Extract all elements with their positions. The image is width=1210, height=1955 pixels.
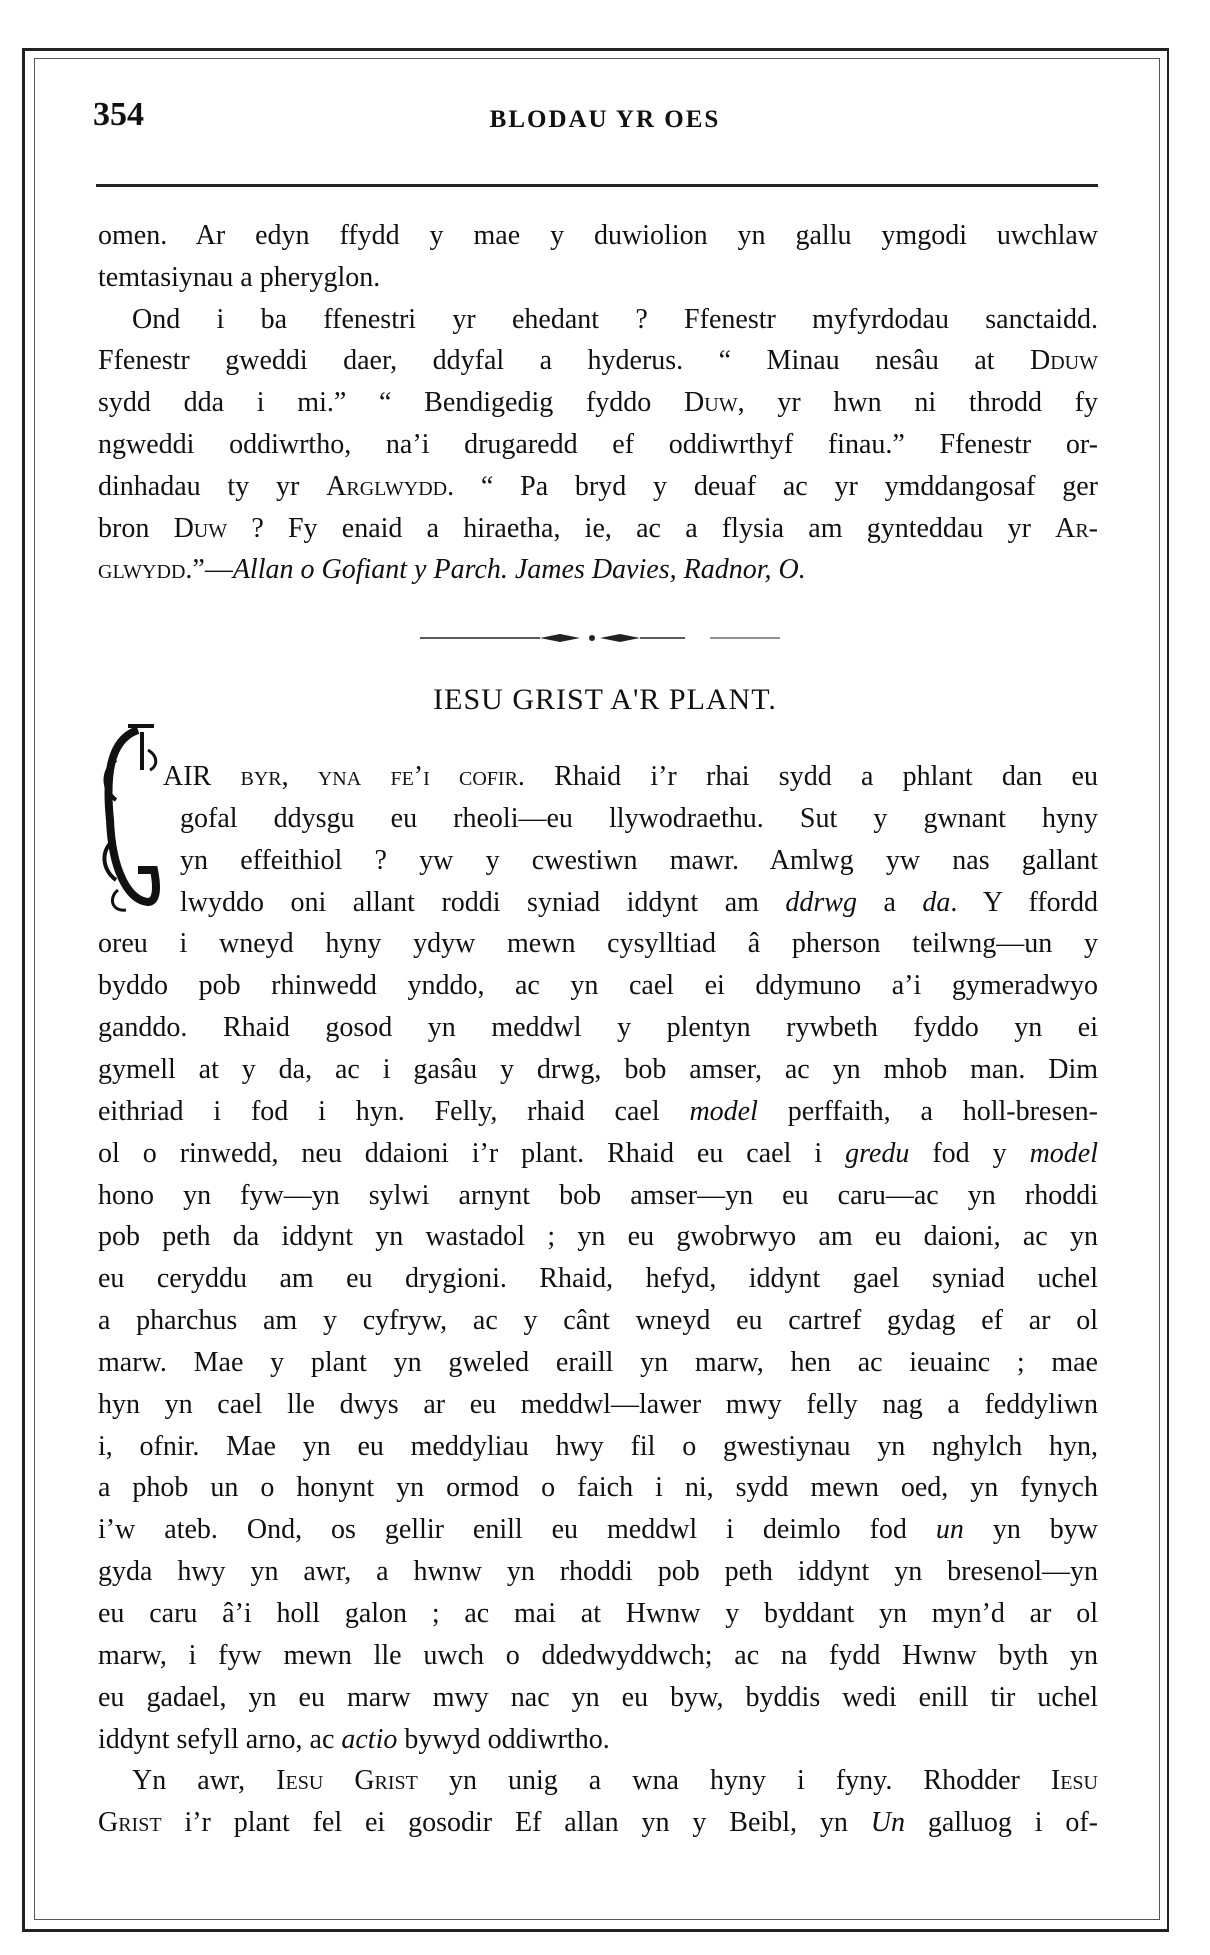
text-segment: perffaith, a holl-bresen- bbox=[757, 1095, 1099, 1127]
header-rule bbox=[96, 184, 1098, 187]
text-line bbox=[180, 883, 1098, 923]
text-line bbox=[98, 966, 1098, 1006]
text-segment: ganddo. Rhaid gosod yn meddwl y plentyn rywbeth fyddo yn ei bbox=[98, 1012, 1098, 1044]
text-segment: gofal ddysgu eu rheoli—eu llywodraethu. Sut y gwnant hyny bbox=[180, 802, 1098, 834]
text-segment: i’w ateb. Ond, os gellir enill eu meddwl i deimlo fod bbox=[98, 1514, 936, 1546]
text-line bbox=[180, 799, 1098, 839]
italic-text: Un bbox=[870, 1807, 905, 1839]
text-segment: sydd dda i mi.” “ Bendigedig fyddo bbox=[98, 387, 685, 419]
small-caps-text: Duw bbox=[684, 387, 738, 419]
text-line bbox=[180, 841, 1098, 881]
text-segment: yn unig a wna hyny i fyny. Rhodder bbox=[417, 1765, 1051, 1797]
text-segment: a pharchus am y cyfryw, ac y cânt wneyd eu cartref gydag ef ar ol bbox=[98, 1305, 1098, 1337]
italic-text: actio bbox=[341, 1723, 398, 1755]
italic-text: ddrwg bbox=[785, 886, 857, 918]
page-number: 354 bbox=[93, 96, 144, 133]
section-divider-ornament bbox=[420, 628, 780, 648]
text-line bbox=[98, 258, 1098, 298]
text-line bbox=[98, 1134, 1098, 1174]
text-segment: eu gadael, yn eu marw mwy nac yn eu byw, byddis wedi enill tir uchel bbox=[98, 1681, 1098, 1713]
italic-text: da bbox=[922, 886, 951, 918]
text-segment: .”— bbox=[185, 554, 233, 586]
text-segment: gyda hwy yn awr, a hwnw yn rhoddi pob peth iddynt yn bresenol—yn bbox=[98, 1556, 1098, 1588]
text-segment: yn effeithiol ? yw y cwestiwn mawr. Amlwg yw nas gallant bbox=[180, 844, 1098, 876]
text-segment: ol o rinwedd, neu ddaioni i’r plant. Rhaid eu cael i bbox=[98, 1137, 846, 1169]
text-segment: Yn awr, bbox=[132, 1765, 277, 1797]
text-line bbox=[98, 1008, 1098, 1048]
small-caps-text: Iesu bbox=[1050, 1765, 1098, 1797]
text-segment: ngweddi oddiwrtho, na’i drugaredd ef oddiwrthyf finau.” Ffenestr or- bbox=[98, 429, 1098, 460]
text-segment: lwyddo oni allant roddi syniad iddynt am bbox=[180, 886, 786, 918]
text-line bbox=[98, 467, 1098, 507]
italic-text: Allan o Gofiant y Parch. James Davies, Radnor, O. bbox=[232, 554, 806, 586]
text-segment: Ond i ba ffenestri yr ehedant ? Ffenestr myfyrdodau sanctaidd. bbox=[132, 303, 1098, 335]
text-line bbox=[98, 1636, 1098, 1676]
italic-text: model bbox=[1029, 1137, 1098, 1169]
text-segment: eithriad i fod i hyn. Felly, rhaid cael bbox=[98, 1095, 690, 1127]
text-segment: AIR bbox=[163, 761, 241, 792]
italic-text: un bbox=[935, 1514, 964, 1546]
text-line bbox=[98, 1510, 1098, 1550]
text-segment: marw. Mae y plant yn gweled eraill yn marw, hen ac ieuainc ; mae bbox=[98, 1346, 1098, 1378]
text-segment: gymell at y da, ac i gasâu y drwg, bob amser, ac yn mhob man. Dim bbox=[98, 1053, 1098, 1085]
text-line bbox=[98, 1427, 1098, 1467]
text-segment: eu ceryddu am eu drygioni. Rhaid, hefyd, iddynt gael syniad uchel bbox=[98, 1263, 1098, 1295]
text-segment: i, ofnir. Mae yn eu meddyliau hwy fil o gwestiynau yn nghylch hyn, bbox=[98, 1430, 1098, 1462]
text-segment: omen. Ar edyn ffydd y mae y duwiolion yn gallu ymgodi uwchlaw bbox=[98, 220, 1098, 251]
text-segment: Ffenestr gweddi daer, ddyfal a hyderus. “ Minau nesâu at bbox=[98, 345, 1031, 377]
text-segment: bywyd oddiwrtho. bbox=[397, 1723, 610, 1755]
text-line bbox=[98, 1343, 1098, 1383]
text-segment: ? Fy enaid a hiraetha, ie, ac a flysia am gynteddau yr bbox=[227, 512, 1056, 544]
text-segment: . Y ffordd bbox=[950, 886, 1099, 918]
italic-text: gredu bbox=[845, 1137, 910, 1169]
text-line bbox=[98, 341, 1098, 381]
section-heading: IESU GRIST A'R PLANT. bbox=[433, 683, 777, 716]
running-title: BLODAU YR OES bbox=[489, 106, 721, 133]
text-segment: pob peth da iddynt yn wastadol ; yn eu gwobrwyo am eu daioni, ac yn bbox=[98, 1221, 1098, 1253]
text-line bbox=[163, 757, 1098, 797]
text-line bbox=[132, 1761, 1098, 1801]
text-line bbox=[98, 1217, 1098, 1257]
small-caps-text: byr, yna fe’i cofir. bbox=[240, 761, 525, 792]
text-line bbox=[98, 1301, 1098, 1341]
ornamental-drop-cap-g bbox=[98, 720, 162, 916]
small-caps-text: Dduw bbox=[1030, 345, 1098, 377]
small-caps-text: Iesu Grist bbox=[276, 1765, 418, 1797]
text-segment: a phob un o honynt yn ormod o faich i ni, sydd mewn oed, yn fynych bbox=[98, 1472, 1098, 1504]
text-line bbox=[98, 1092, 1098, 1132]
small-caps-text: Arglwydd bbox=[326, 470, 448, 502]
italic-text: model bbox=[689, 1095, 758, 1127]
text-segment: temtasiynau a pheryglon. bbox=[98, 261, 381, 293]
text-segment: fod y bbox=[909, 1137, 1030, 1169]
text-line bbox=[98, 1803, 1098, 1843]
text-line bbox=[98, 924, 1098, 964]
small-caps-text: glwydd bbox=[98, 554, 186, 586]
text-line bbox=[98, 550, 1098, 590]
text-line bbox=[98, 1385, 1098, 1425]
text-line bbox=[98, 1259, 1098, 1299]
text-segment: galluog i of- bbox=[904, 1807, 1098, 1839]
text-segment: , yr hwn ni throdd fy bbox=[737, 387, 1098, 419]
text-line bbox=[98, 509, 1098, 549]
text-line bbox=[98, 216, 1098, 256]
text-line bbox=[98, 1552, 1098, 1592]
small-caps-text: Grist bbox=[98, 1807, 162, 1839]
text-line bbox=[98, 1678, 1098, 1718]
text-segment: yn byw bbox=[963, 1514, 1098, 1546]
text-segment: i’r plant fel ei gosodir Ef allan yn y Beibl, yn bbox=[161, 1807, 871, 1839]
text-segment: . “ Pa bryd y deuaf ac yr ymddangosaf ger bbox=[447, 470, 1098, 502]
text-segment: marw, i fyw mewn lle uwch o ddedwyddwch; ac na fydd Hwnw byth yn bbox=[98, 1639, 1098, 1671]
text-segment: hono yn fyw—yn sylwi arnynt bob amser—yn eu caru—ac yn rhoddi bbox=[98, 1179, 1098, 1211]
text-line bbox=[98, 383, 1098, 423]
text-line bbox=[98, 1594, 1098, 1634]
text-segment: a bbox=[856, 886, 923, 918]
text-line bbox=[98, 1176, 1098, 1216]
text-segment: hyn yn cael lle dwys ar eu meddwl—lawer mwy felly nag a feddyliwn bbox=[98, 1388, 1098, 1420]
text-segment: dinhadau ty yr bbox=[98, 470, 327, 502]
text-segment: bron bbox=[98, 512, 174, 544]
text-segment: byddo pob rhinwedd ynddo, ac yn cael ei ddymuno a’i gymeradwyo bbox=[98, 970, 1098, 1002]
text-line bbox=[98, 425, 1098, 465]
small-caps-text: Duw bbox=[173, 512, 228, 544]
text-segment: Rhaid i’r rhai sydd a phlant dan eu bbox=[524, 761, 1098, 792]
small-caps-text: Ar- bbox=[1055, 512, 1099, 544]
text-segment: oreu i wneyd hyny ydyw mewn cysylltiad â pherson teilwng—un y bbox=[98, 928, 1098, 960]
text-segment: eu caru â’i holl galon ; ac mai at Hwnw y byddant yn myn’d ar ol bbox=[98, 1598, 1098, 1629]
text-line bbox=[98, 1468, 1098, 1508]
text-line bbox=[98, 1050, 1098, 1090]
text-line bbox=[98, 1720, 1098, 1760]
text-line bbox=[132, 300, 1098, 340]
text-segment: iddynt sefyll arno, ac bbox=[98, 1723, 342, 1755]
